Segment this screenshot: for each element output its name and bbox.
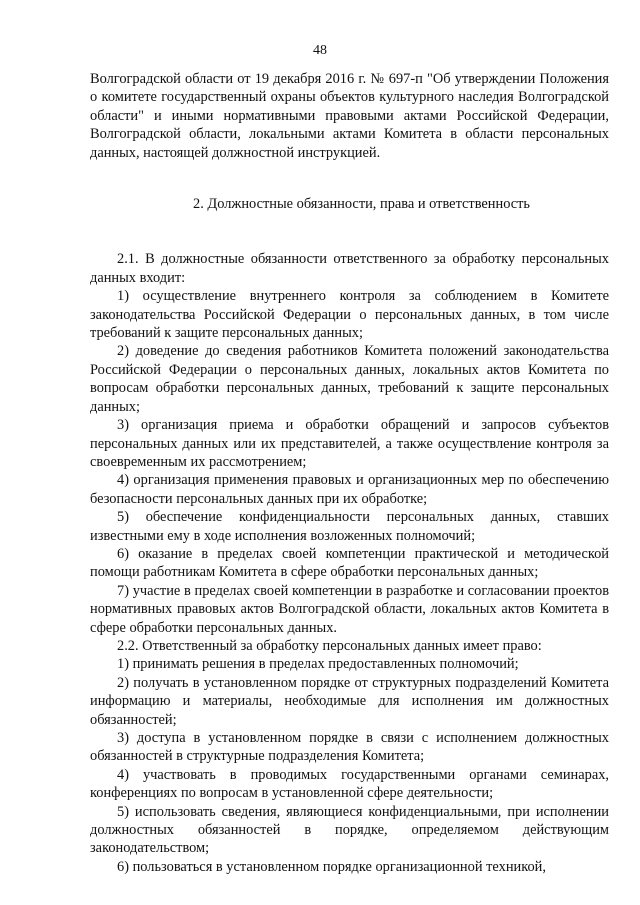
right-item-6: 6) пользоваться в установленном порядке организационной техникой,: [117, 858, 546, 875]
right-item-2: 2) получать в установленном порядке от структурных подразделений Комитета информацию и материалы, необходимые для исполнения им должностных обязанностей;: [90, 674, 609, 728]
right-item-5: 5) использовать сведения, являющиеся конфиденциальными, при исполнении должностных обязанностей в порядке, определяемом действующим законодательством;: [90, 803, 609, 857]
document-body: [90, 70, 609, 876]
duty-item-5: 5) обеспечение конфиденциальности персональных данных, ставших известными ему в ходе исполнения возложенных полномочий;: [90, 509, 609, 544]
section-heading: 2. Должностные обязанности, права и ответственность: [193, 196, 530, 213]
duty-item-1: 1) осуществление внутреннего контроля за соблюдением в Комитете законодательства Российской Федерации о персональных данных, в том числе требований к защите персональных данных;: [90, 288, 609, 342]
duty-item-6: 6) оказание в пределах своей компетенции практической и методической помощи работникам Комитета в сфере обработки персональных данных;: [90, 545, 609, 581]
duty-item-2: 2) доведение до сведения работников Комитета положений законодательства Российской Федерации о персональных данных, локальных актов Комитета по вопросам обработки персональных данных, требований к защите персональных данных;: [90, 343, 609, 415]
right-item-4: 4) участвовать в проводимых государственными органами семинарах, конференциях по вопросам в установленной сфере деятельности;: [90, 766, 609, 802]
rights-intro: 2.2. Ответственный за обработку персональных данных имеет право:: [117, 637, 542, 654]
duty-item-7: 7) участие в пределах своей компетенции в разработке и согласовании проектов нормативных правовых актов Волгоградской области, локальных актов Комитета в сфере обработки персональных данных.: [90, 582, 609, 636]
duty-item-4: 4) организация применения правовых и организационных мер по обеспечению безопасности персональных данных при их обработке;: [90, 472, 609, 507]
paragraph-legal-basis: Волгоградской области от 19 декабря 2016 г. № 697-п "Об утверждении Положения о комитете государственный охраны объектов культурного наследия Волгоградской области" и иными нормативными правовыми актами Российской Федерации, Волгоградской области, локальными актами Комитета в области персональных данных, настоящей должностной инструкцией.: [90, 71, 609, 161]
right-item-3: 3) доступа в установленном порядке в связи с исполнением должностных обязанностей в структурные подразделения Комитета;: [90, 730, 609, 765]
page-number: 48: [313, 43, 327, 58]
duty-item-3: 3) организация приема и обработки обращений и запросов субъектов персональных данных или их представителей, а также осуществление контроля за своевременным их рассмотрением;: [90, 417, 609, 470]
duties-intro: 2.1. В должностные обязанности ответственного за обработку персональных данных входит:: [90, 251, 609, 286]
right-item-1: 1) принимать решения в пределах предоставленных полномочий;: [117, 656, 519, 673]
